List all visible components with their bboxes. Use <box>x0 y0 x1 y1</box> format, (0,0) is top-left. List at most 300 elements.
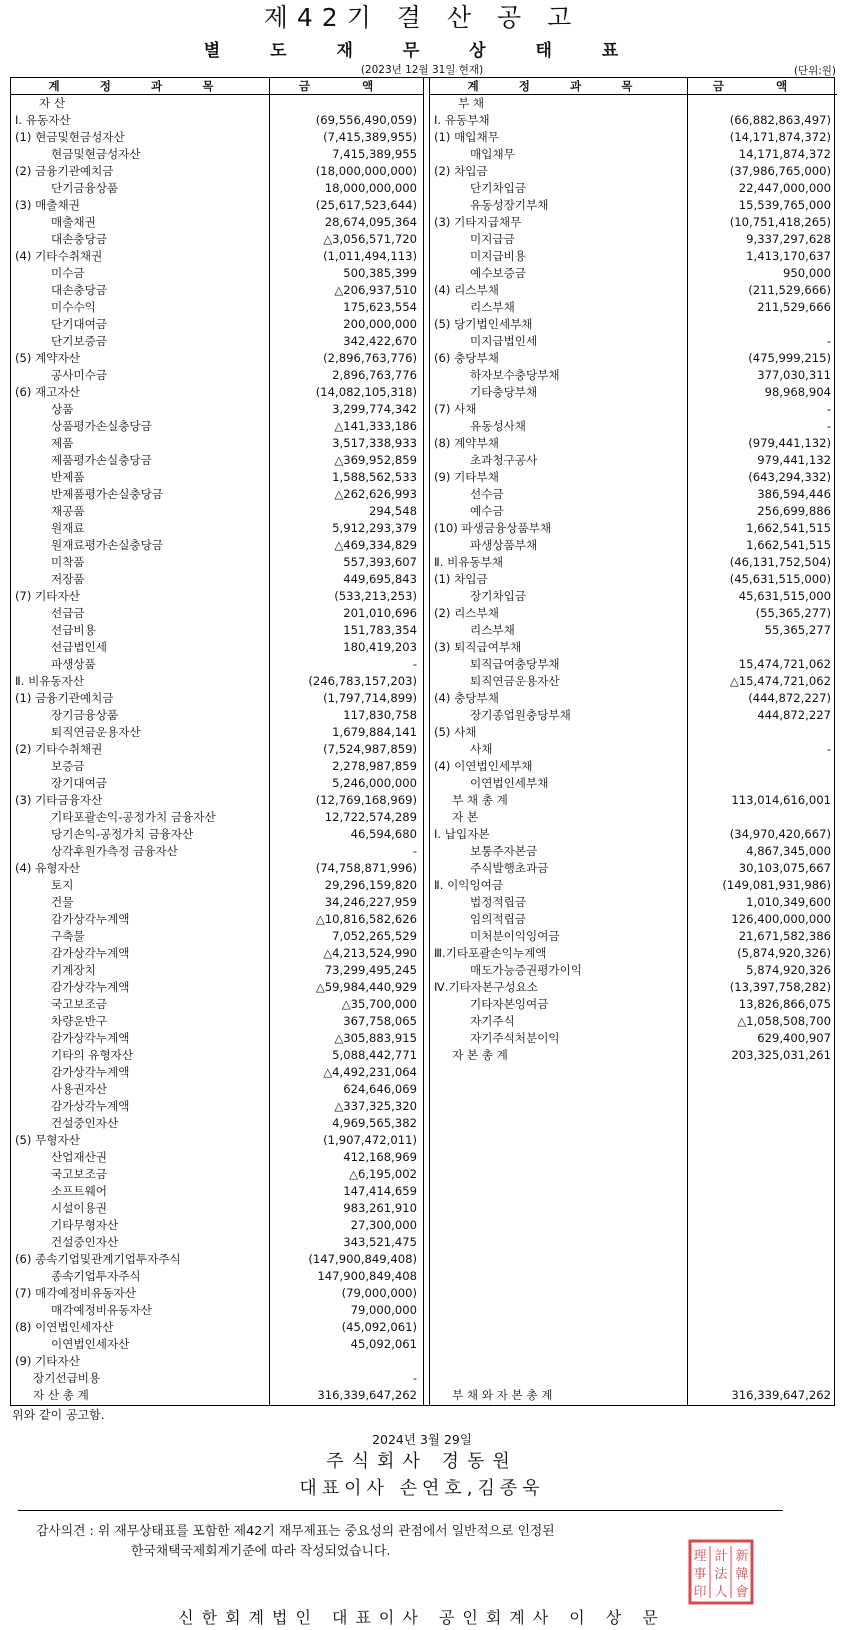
amount-value: 113,014,616,001 <box>731 793 831 807</box>
account-name: 재공품 <box>51 504 85 518</box>
amount-value: 28,674,095,364 <box>324 215 417 229</box>
account-name: 건설중인자산 <box>51 1235 119 1249</box>
table-row <box>430 775 837 792</box>
account-name: 선급비용 <box>51 623 96 637</box>
table-row <box>430 452 837 469</box>
amount-value: 180,419,203 <box>343 640 417 654</box>
account-name: 이연법인세자산 <box>51 1337 130 1351</box>
amount-value: (14,082,105,318) <box>315 385 417 399</box>
table-row <box>430 1251 837 1268</box>
amount-value: (643,294,332) <box>748 470 831 484</box>
account-name: Ⅰ. 유동자산 <box>15 113 71 127</box>
table-row <box>430 146 837 163</box>
account-name: 퇴직연금운용자산 <box>51 725 141 739</box>
account-name: (6) 종속기업및관계기업투자주식 <box>15 1252 181 1266</box>
account-name: 감가상각누계액 <box>51 1099 130 1113</box>
table-row <box>11 1319 423 1336</box>
account-name: (3) 매출채권 <box>15 198 80 212</box>
account-name: 유동성장기부채 <box>470 198 549 212</box>
table-row <box>430 673 837 690</box>
amount-value: 13,826,866,075 <box>738 997 831 1011</box>
amount-value: 2,278,987,859 <box>332 759 417 773</box>
account-name: 장기대여금 <box>51 776 107 790</box>
account-name: 선수금 <box>470 487 504 501</box>
table-row <box>11 1030 423 1047</box>
account-name: (4) 유형자산 <box>15 861 80 875</box>
amount-value: 367,758,065 <box>343 1014 417 1028</box>
account-name: (2) 금융기관예치금 <box>15 164 114 178</box>
amount-value: 1,588,562,533 <box>332 470 417 484</box>
account-name: 단기차입금 <box>470 181 526 195</box>
amount-value: 1,413,170,637 <box>746 249 831 263</box>
amount-value: - <box>412 657 417 671</box>
table-row <box>11 673 423 690</box>
table-row <box>11 1013 423 1030</box>
table-row <box>11 503 423 520</box>
amount-value: (45,092,061) <box>341 1320 417 1334</box>
account-name: (3) 퇴직급여부채 <box>434 640 522 654</box>
table-row <box>11 1132 423 1149</box>
amount-value: (69,556,490,059) <box>315 113 417 127</box>
table-row <box>430 656 837 673</box>
amount-value: 45,092,061 <box>350 1337 417 1351</box>
account-name: Ⅰ. 납입자본 <box>434 827 490 841</box>
account-name: 공사미수금 <box>51 368 107 382</box>
amount-value: 175,623,554 <box>343 300 417 314</box>
table-row <box>11 911 423 928</box>
table-row <box>430 1285 837 1302</box>
ceo-names: 대표이사 손연호,김종욱 <box>299 1478 545 1499</box>
amount-header: 금 액 <box>712 79 812 93</box>
table-row <box>430 1064 837 1081</box>
amount-value: 342,422,670 <box>343 334 417 348</box>
amount-value: 5,874,920,326 <box>746 963 831 977</box>
amount-value: (475,999,215) <box>748 351 831 365</box>
account-name: Ⅱ. 비유동부채 <box>434 555 504 569</box>
table-row <box>430 792 837 809</box>
announcement-note: 위와 같이 공고함. <box>12 1408 105 1422</box>
amount-value: (147,900,849,408) <box>308 1252 417 1266</box>
account-name: (1) 차입금 <box>434 572 488 586</box>
table-row <box>430 1047 837 1064</box>
amount-value: 14,171,874,372 <box>738 147 831 161</box>
table-row <box>11 1200 423 1217</box>
account-name: 임의적립금 <box>470 912 526 926</box>
audit-opinion-line2: 한국채택국제회계기준에 따라 작성되었습니다. <box>131 1544 391 1559</box>
amount-value: 1,010,349,600 <box>746 895 831 909</box>
amount-value: 343,521,475 <box>343 1235 417 1249</box>
amount-value: 79,000,000 <box>350 1303 417 1317</box>
table-row <box>430 962 837 979</box>
table-row <box>430 911 837 928</box>
amount-value: 12,722,574,289 <box>324 810 417 824</box>
table-row <box>11 860 423 877</box>
table-row <box>11 180 423 197</box>
account-name: (3) 기타지급채무 <box>434 215 522 229</box>
account-name: 매도가능증권평가이익 <box>470 963 582 977</box>
account-name: (10) 파생금융상품부채 <box>434 521 552 535</box>
table-row <box>11 112 423 129</box>
amount-value: (46,131,752,504) <box>729 555 831 569</box>
table-row <box>430 214 837 231</box>
account-name: 리스부채 <box>470 623 515 637</box>
table-row <box>430 503 837 520</box>
currency-unit: (단위:원) <box>793 65 836 77</box>
amount-value: (37,986,765,000) <box>729 164 831 178</box>
account-name: 자 산 <box>39 96 66 110</box>
account-name: 매입채무 <box>470 147 515 161</box>
svg-text:事: 事 <box>693 1567 707 1582</box>
account-name: 감가상각누계액 <box>51 946 130 960</box>
account-name: (9) 기타자산 <box>15 1354 80 1368</box>
amount-value: (34,970,420,667) <box>729 827 831 841</box>
amount-value: (12,769,168,969) <box>315 793 417 807</box>
amount-value: 203,325,031,261 <box>731 1048 831 1062</box>
table-row <box>430 537 837 554</box>
amount-value: 15,539,765,000 <box>738 198 831 212</box>
table-row <box>11 843 423 860</box>
table-row <box>430 112 837 129</box>
amount-value: 147,900,849,408 <box>317 1269 417 1283</box>
account-name: 예수보증금 <box>470 266 526 280</box>
amount-value: 200,000,000 <box>343 317 417 331</box>
account-name: 보통주자본금 <box>470 844 538 858</box>
table-row <box>11 1217 423 1234</box>
account-name: 구축물 <box>51 929 85 943</box>
amount-value: 557,393,607 <box>343 555 417 569</box>
table-row <box>430 707 837 724</box>
svg-text:理: 理 <box>693 1549 707 1564</box>
table-row <box>11 877 423 894</box>
table-row <box>11 1336 423 1353</box>
account-name: (6) 재고자산 <box>15 385 80 399</box>
table-row <box>11 605 423 622</box>
account-name: (2) 차입금 <box>434 164 488 178</box>
table-row <box>11 265 423 282</box>
account-name: 자 본 <box>452 810 479 824</box>
amount-value: △4,213,524,990 <box>323 946 417 960</box>
table-row <box>430 690 837 707</box>
account-name: 감가상각누계액 <box>51 980 130 994</box>
table-row <box>11 163 423 180</box>
table-row <box>430 877 837 894</box>
amount-value: 316,339,647,262 <box>317 1388 417 1402</box>
table-row <box>430 1268 837 1285</box>
account-name: 감가상각누계액 <box>51 1031 130 1045</box>
table-row <box>11 1047 423 1064</box>
amount-value: (25,617,523,644) <box>315 198 417 212</box>
table-row <box>11 1251 423 1268</box>
amount-value: 5,088,442,771 <box>332 1048 417 1062</box>
table-row <box>11 1081 423 1098</box>
amount-value: (1,907,472,011) <box>323 1133 417 1147</box>
table-row <box>11 1370 423 1387</box>
table-row <box>430 163 837 180</box>
amount-value: 5,246,000,000 <box>332 776 417 790</box>
amount-value: (14,171,874,372) <box>729 130 831 144</box>
amount-value: 98,968,904 <box>764 385 831 399</box>
account-name: 선급법인세 <box>51 640 107 654</box>
amount-value: △469,334,829 <box>334 538 417 552</box>
account-name: 예수금 <box>470 504 504 518</box>
table-row <box>430 1098 837 1115</box>
table-row <box>430 928 837 945</box>
svg-text:計: 計 <box>714 1549 728 1564</box>
assets-column <box>11 78 424 1405</box>
account-name: 이연법인세부채 <box>470 776 549 790</box>
amount-value: 256,699,886 <box>757 504 831 518</box>
table-row <box>430 996 837 1013</box>
amount-value: 5,912,293,379 <box>332 521 417 535</box>
table-row <box>11 979 423 996</box>
account-name: 파생상품부채 <box>470 538 538 552</box>
account-name: 국고보조금 <box>51 997 107 1011</box>
account-name: 소프트웨어 <box>51 1184 107 1198</box>
amount-value: 27,300,000 <box>350 1218 417 1232</box>
amount-value: △6,195,002 <box>349 1167 417 1181</box>
amount-value: (2,896,763,776) <box>323 351 417 365</box>
announcement-title: 제42기 결 산 공 고 <box>263 3 581 32</box>
account-header: 계 정 과 목 <box>467 79 651 93</box>
amount-value: △10,816,582,626 <box>315 912 417 926</box>
amount-value: 629,400,907 <box>757 1031 831 1045</box>
amount-value: 979,441,132 <box>757 453 831 467</box>
auditor-seal-icon <box>687 1538 755 1606</box>
amount-value: - <box>826 742 831 756</box>
account-name: 종속기업투자주식 <box>51 1269 141 1283</box>
table-row <box>11 520 423 537</box>
table-row <box>11 1064 423 1081</box>
amount-value: 21,671,582,386 <box>738 929 831 943</box>
table-row <box>11 469 423 486</box>
account-name: 산업재산권 <box>51 1150 107 1164</box>
account-name: 기타무형자산 <box>51 1218 119 1232</box>
amount-value: 624,646,069 <box>343 1082 417 1096</box>
account-name: (1) 금융기관예치금 <box>15 691 114 705</box>
table-row <box>430 605 837 622</box>
amount-value: △305,883,915 <box>334 1031 417 1045</box>
amount-value: 7,415,389,955 <box>332 147 417 161</box>
amount-value: △59,984,440,929 <box>315 980 417 994</box>
table-row <box>430 758 837 775</box>
amount-value: △206,937,510 <box>334 283 417 297</box>
account-name: 건물 <box>51 895 74 909</box>
table-row <box>11 741 423 758</box>
table-row <box>430 231 837 248</box>
table-row <box>11 1183 423 1200</box>
amount-value: 412,168,969 <box>343 1150 417 1164</box>
amount-value: 7,052,265,529 <box>332 929 417 943</box>
account-name: 미지급법인세 <box>470 334 538 348</box>
table-row <box>11 537 423 554</box>
svg-text:韓: 韓 <box>735 1567 749 1582</box>
table-row <box>11 707 423 724</box>
table-row <box>430 894 837 911</box>
table-row <box>11 214 423 231</box>
account-name: 퇴직급여충당부채 <box>470 657 560 671</box>
table-row <box>11 588 423 605</box>
account-name: (7) 매각예정비유동자산 <box>15 1286 136 1300</box>
table-row <box>11 758 423 775</box>
table-row <box>11 435 423 452</box>
amount-value: 73,299,495,245 <box>324 963 417 977</box>
amount-value: (10,751,418,265) <box>729 215 831 229</box>
account-name: Ⅱ. 비유동자산 <box>15 674 85 688</box>
account-name: 미수금 <box>51 266 85 280</box>
account-name: 자 산 총 계 <box>33 1388 89 1402</box>
account-name: 자기주식처분이익 <box>470 1031 560 1045</box>
account-name: 자기주식 <box>470 1014 515 1028</box>
table-row <box>11 384 423 401</box>
account-name: 파생상품 <box>51 657 96 671</box>
amount-value: (7,524,987,859) <box>323 742 417 756</box>
table-row <box>11 639 423 656</box>
amount-value: 950,000 <box>783 266 831 280</box>
amount-value: 46,594,680 <box>350 827 417 841</box>
table-row <box>11 95 423 112</box>
account-name: Ⅲ.기타포괄손익누계액 <box>434 946 547 960</box>
assets-header <box>11 78 423 95</box>
account-name: 퇴직연금운용자산 <box>470 674 560 688</box>
account-name: 미착품 <box>51 555 85 569</box>
account-name: (5) 사채 <box>434 725 477 739</box>
table-row <box>430 350 837 367</box>
amount-value: 1,662,541,515 <box>746 538 831 552</box>
account-name: (2) 기타수취채권 <box>15 742 103 756</box>
amount-value: (246,783,157,203) <box>308 674 417 688</box>
amount-value: - <box>412 844 417 858</box>
account-name: 제품 <box>51 436 74 450</box>
amount-value: 45,631,515,000 <box>738 589 831 603</box>
account-name: (7) 사채 <box>434 402 477 416</box>
table-row <box>430 1370 837 1387</box>
account-name: 초과청구공사 <box>470 453 538 467</box>
account-name: (6) 충당부채 <box>434 351 499 365</box>
account-name: 미지급비용 <box>470 249 526 263</box>
company-name: 주식회사 경동원 <box>326 1451 518 1472</box>
amount-value: △15,474,721,062 <box>729 674 831 688</box>
amount-value: (1,011,494,113) <box>323 249 417 263</box>
amount-value: (149,081,931,986) <box>722 878 831 892</box>
table-row <box>11 418 423 435</box>
balance-sheet-table <box>10 77 835 1406</box>
amount-value: △262,626,993 <box>334 487 417 501</box>
account-name: 사채 <box>470 742 493 756</box>
table-row <box>430 826 837 843</box>
svg-text:人: 人 <box>714 1585 728 1600</box>
table-row <box>430 1030 837 1047</box>
account-name: (4) 리스부채 <box>434 283 499 297</box>
account-name: 미처분이익잉여금 <box>470 929 560 943</box>
table-row <box>430 95 837 112</box>
table-row <box>430 1115 837 1132</box>
account-name: 유동성사채 <box>470 419 526 433</box>
account-name: 상품 <box>51 402 74 416</box>
table-row <box>430 265 837 282</box>
account-name: 국고보조금 <box>51 1167 107 1181</box>
amount-value: (74,758,871,996) <box>315 861 417 875</box>
table-row <box>430 588 837 605</box>
amount-value: 4,867,345,000 <box>746 844 831 858</box>
amount-value: - <box>826 419 831 433</box>
amount-value: 1,679,884,141 <box>332 725 417 739</box>
amount-value: (7,415,389,955) <box>323 130 417 144</box>
account-name: 미수수익 <box>51 300 96 314</box>
table-row <box>11 486 423 503</box>
liabilities-header <box>430 78 837 95</box>
account-name: (8) 이연법인세자산 <box>15 1320 114 1334</box>
table-row <box>430 282 837 299</box>
table-row <box>11 197 423 214</box>
account-name: 부 채 와 자 본 총 계 <box>452 1388 553 1402</box>
account-name: 상각후원가측정 금융자산 <box>51 844 178 858</box>
account-name: 반제품평가손실충당금 <box>51 487 163 501</box>
account-name: 반제품 <box>51 470 85 484</box>
account-name: 장기차입금 <box>470 589 526 603</box>
account-name: 장기금융상품 <box>51 708 119 722</box>
table-row <box>11 1285 423 1302</box>
table-row <box>430 129 837 146</box>
table-row <box>11 1098 423 1115</box>
amount-value: (444,872,227) <box>748 691 831 705</box>
table-row <box>11 316 423 333</box>
account-name: 기타자본잉여금 <box>470 997 549 1011</box>
table-row <box>11 928 423 945</box>
table-row <box>430 945 837 962</box>
amount-value: 18,000,000,000 <box>324 181 417 195</box>
account-name: (5) 계약자산 <box>15 351 80 365</box>
table-row <box>430 1217 837 1234</box>
amount-value: 4,969,565,382 <box>332 1116 417 1130</box>
table-row <box>11 690 423 707</box>
table-row <box>430 248 837 265</box>
amount-value: 151,783,354 <box>343 623 417 637</box>
amount-value: △369,952,859 <box>334 453 417 467</box>
account-name: 매출채권 <box>51 215 96 229</box>
amount-value: 147,414,659 <box>343 1184 417 1198</box>
account-name: Ⅳ.기타자본구성요소 <box>434 980 538 994</box>
amount-value: △35,700,000 <box>341 997 417 1011</box>
table-row <box>430 520 837 537</box>
table-row <box>430 469 837 486</box>
account-name: (3) 기타금융자산 <box>15 793 103 807</box>
amount-value: 449,695,843 <box>343 572 417 586</box>
account-name: 보증금 <box>51 759 85 773</box>
table-row <box>11 554 423 571</box>
table-row <box>11 1115 423 1132</box>
table-row <box>430 418 837 435</box>
table-row <box>11 401 423 418</box>
amount-value: - <box>826 334 831 348</box>
account-name: 기타충당부채 <box>470 385 538 399</box>
table-row <box>11 826 423 843</box>
amount-value: (533,213,253) <box>334 589 417 603</box>
svg-text:印: 印 <box>693 1585 707 1600</box>
account-name: 상품평가손실충당금 <box>51 419 152 433</box>
amount-value: (5,874,920,326) <box>737 946 831 960</box>
amount-value: (55,365,277) <box>755 606 831 620</box>
table-row <box>430 486 837 503</box>
account-name: 사용권자산 <box>51 1082 107 1096</box>
amount-value: △141,333,186 <box>334 419 417 433</box>
account-name: 장기선급비용 <box>33 1371 101 1385</box>
table-row <box>11 656 423 673</box>
amount-value: 983,261,910 <box>343 1201 417 1215</box>
table-row <box>11 996 423 1013</box>
table-row <box>11 367 423 384</box>
account-name: 주식발행초과금 <box>470 861 549 875</box>
table-row <box>11 146 423 163</box>
